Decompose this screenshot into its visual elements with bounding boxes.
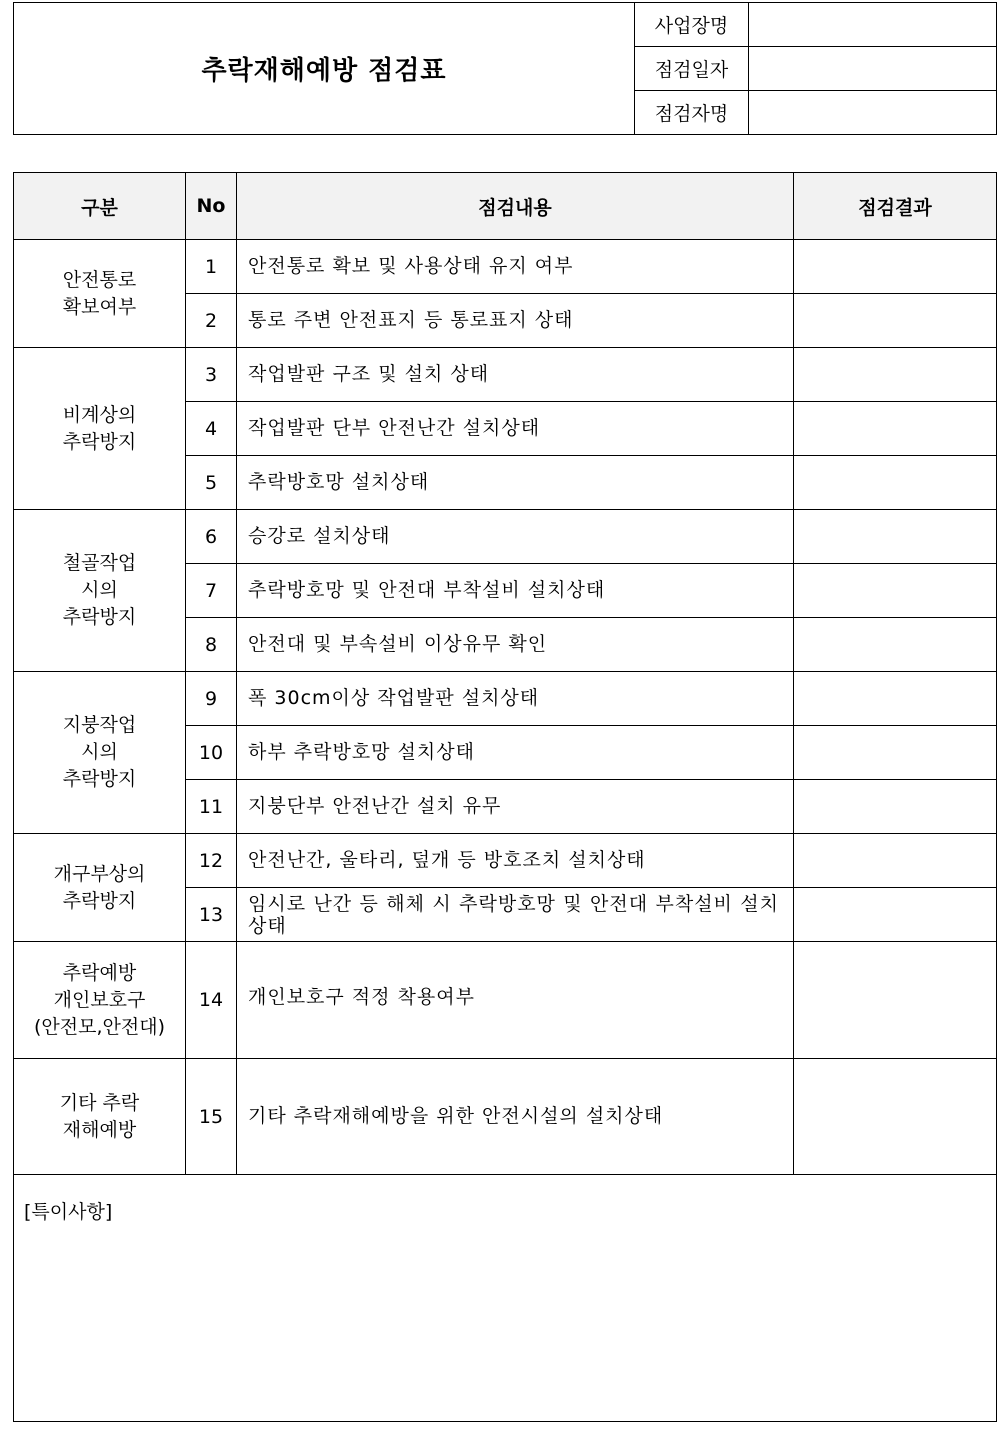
result-field[interactable] xyxy=(794,726,997,780)
notes-label: [특이사항] xyxy=(24,1201,113,1223)
table-header-row xyxy=(14,173,997,240)
site-name-label: 사업장명 xyxy=(635,3,749,47)
checklist-table xyxy=(13,172,997,1422)
table-row xyxy=(14,510,997,564)
table-row xyxy=(14,834,997,888)
table-row xyxy=(14,1059,997,1175)
result-field[interactable] xyxy=(794,240,997,294)
item-content: 하부 추락방호망 설치상태 xyxy=(237,726,794,780)
item-number: 5 xyxy=(186,456,237,510)
table-row xyxy=(14,672,997,726)
category-label: 지붕작업 시의 추락방지 xyxy=(62,714,137,790)
item-content: 임시로 난간 등 해체 시 추락방호망 및 안전대 부착설비 설치상태 xyxy=(237,888,794,942)
item-content: 작업발판 구조 및 설치 상태 xyxy=(237,348,794,402)
item-number: 8 xyxy=(186,618,237,672)
category-label: 개구부상의 추락방지 xyxy=(53,862,146,912)
item-number: 3 xyxy=(186,348,237,402)
item-number: 4 xyxy=(186,402,237,456)
item-number: 10 xyxy=(186,726,237,780)
item-number: 11 xyxy=(186,780,237,834)
item-number: 1 xyxy=(186,240,237,294)
category-label: 기타 추락 재해예방 xyxy=(59,1091,140,1141)
item-content: 승강로 설치상태 xyxy=(237,510,794,564)
column-header-content: 점검내용 xyxy=(237,173,794,240)
result-field[interactable] xyxy=(794,564,997,618)
item-content: 작업발판 단부 안전난간 설치상태 xyxy=(237,402,794,456)
item-content: 지붕단부 안전난간 설치 유무 xyxy=(237,780,794,834)
category-cell xyxy=(14,942,186,1059)
result-field[interactable] xyxy=(794,834,997,888)
table-row xyxy=(14,240,997,294)
item-content: 추락방호망 설치상태 xyxy=(237,456,794,510)
notes-area[interactable] xyxy=(14,1175,997,1422)
result-field[interactable] xyxy=(794,510,997,564)
category-cell xyxy=(14,834,186,942)
document-title: 추락재해예방 점검표 xyxy=(14,3,635,135)
item-content: 안전대 및 부속설비 이상유무 확인 xyxy=(237,618,794,672)
category-label: 철골작업 시의 추락방지 xyxy=(62,552,137,628)
category-cell xyxy=(14,348,186,510)
item-number: 6 xyxy=(186,510,237,564)
item-content: 안전난간, 울타리, 덮개 등 방호조치 설치상태 xyxy=(237,834,794,888)
result-field[interactable] xyxy=(794,780,997,834)
category-label: 비계상의 추락방지 xyxy=(62,403,137,453)
result-field[interactable] xyxy=(794,942,997,1059)
item-number: 15 xyxy=(186,1059,237,1175)
item-content: 기타 추락재해예방을 위한 안전시설의 설치상태 xyxy=(237,1059,794,1175)
item-number: 12 xyxy=(186,834,237,888)
result-field[interactable] xyxy=(794,294,997,348)
result-field[interactable] xyxy=(794,402,997,456)
header-table xyxy=(13,2,997,135)
item-number: 14 xyxy=(186,942,237,1059)
inspection-date-label: 점검일자 xyxy=(635,47,749,91)
inspector-name-label: 점검자명 xyxy=(635,91,749,135)
item-number: 13 xyxy=(186,888,237,942)
item-content: 개인보호구 적정 착용여부 xyxy=(237,942,794,1059)
category-cell xyxy=(14,510,186,672)
site-name-field[interactable] xyxy=(749,3,997,47)
category-cell xyxy=(14,240,186,348)
category-cell xyxy=(14,1059,186,1175)
result-field[interactable] xyxy=(794,456,997,510)
item-content: 안전통로 확보 및 사용상태 유지 여부 xyxy=(237,240,794,294)
table-row xyxy=(14,942,997,1059)
table-row xyxy=(14,348,997,402)
item-content: 폭 30cm이상 작업발판 설치상태 xyxy=(237,672,794,726)
item-content: 추락방호망 및 안전대 부착설비 설치상태 xyxy=(237,564,794,618)
result-field[interactable] xyxy=(794,348,997,402)
result-field[interactable] xyxy=(794,888,997,942)
item-number: 7 xyxy=(186,564,237,618)
inspector-name-field[interactable] xyxy=(749,91,997,135)
notes-row xyxy=(14,1175,997,1422)
column-header-result: 점검결과 xyxy=(794,173,997,240)
result-field[interactable] xyxy=(794,672,997,726)
result-field[interactable] xyxy=(794,618,997,672)
item-number: 9 xyxy=(186,672,237,726)
result-field[interactable] xyxy=(794,1059,997,1175)
column-header-category: 구분 xyxy=(14,173,186,240)
category-label: 안전통로 확보여부 xyxy=(62,268,137,318)
category-label: 추락예방 개인보호구 (안전모,안전대) xyxy=(34,961,165,1038)
item-content: 통로 주변 안전표지 등 통로표지 상태 xyxy=(237,294,794,348)
inspection-date-field[interactable] xyxy=(749,47,997,91)
column-header-no: No xyxy=(186,173,237,240)
category-cell xyxy=(14,672,186,834)
item-number: 2 xyxy=(186,294,237,348)
